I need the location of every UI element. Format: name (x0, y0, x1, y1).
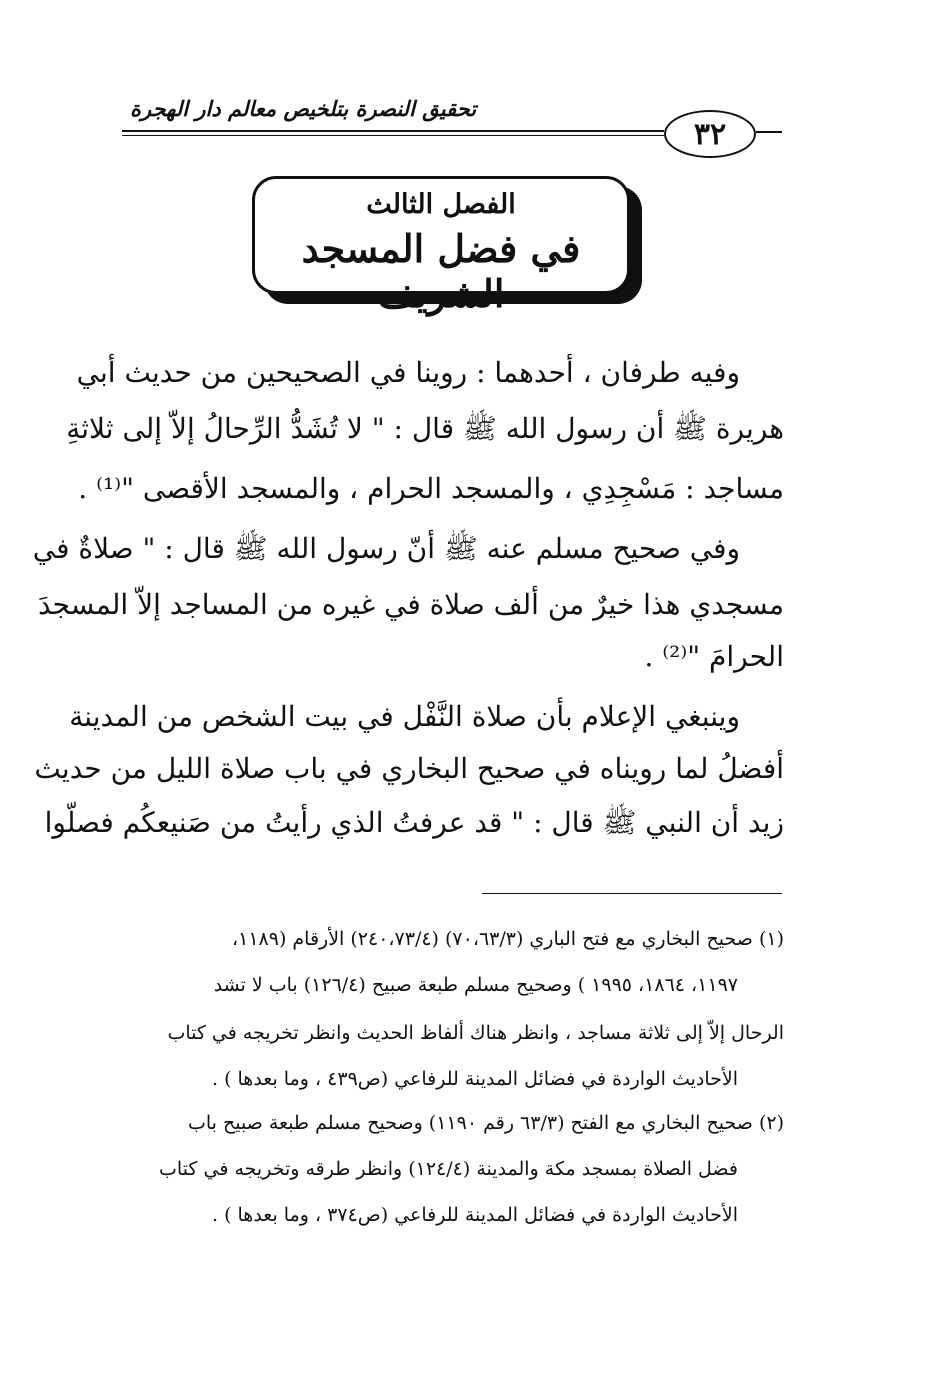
body-line: مساجد : مَسْجِدِي ، والمسجد الحرام ، والمسجد الأقصى "⁽¹⁾ . (78, 472, 784, 505)
body-line: أفضلُ لما رويناه في صحيح البخاري في باب صلاة الليل من حديث (34, 752, 784, 785)
body-line: وفيه طرفان ، أحدهما : روينا في الصحيحين من حديث أبي (76, 356, 740, 389)
footnote-line: الأحاديث الواردة في فضائل المدينة للرفاعي (ص٣٧٤ ، وما بعدها ) . (211, 1204, 738, 1226)
header-rule-end (756, 131, 782, 133)
body-line: هريرة ﷺ أن رسول الله ﷺ قال : " لا تُشَدُّ الرِّحالُ إلاّ إلى ثلاثةِ (66, 412, 784, 445)
running-title: تحقيق النصرة بتلخيص معالم دار الهجرة (130, 96, 477, 121)
footnote-separator (482, 893, 782, 894)
chapter-label: الفصل الثالث (366, 189, 516, 220)
body-line: مسجدي هذا خيرٌ من ألف صلاة في غيره من المساجد إلاّ المسجدَ (37, 588, 784, 621)
footnote-line: الرحال إلاّ إلى ثلاثة مساجد ، وانظر هناك ألفاظ الحديث وانظر تخريجه في كتاب (167, 1022, 784, 1044)
body-line: وينبغي الإعلام بأن صلاة النَّفْل في بيت الشخص من المدينة (69, 700, 740, 733)
footnote-line: (١) صحيح البخاري مع فتح الباري (٧٠،٦٣/٣) (٢٤٠،٧٣/٤) الأرقام (١١٨٩، (231, 928, 784, 950)
footnote-line: ١١٩٧، ١٨٦٤، ١٩٩٥ ) وصحيح مسلم طبعة صبيح (١٢٦/٤) باب لا تشد (213, 974, 738, 996)
body-line: زيد أن النبي ﷺ قال : " قد عرفتُ الذي رأيتُ من صَنيعكُم فصلّوا (44, 806, 784, 839)
chapter-title: في فضل المسجد الشريف (301, 226, 581, 316)
footnote-line: فضل الصلاة بمسجد مكة والمدينة (١٢٤/٤) وانظر طرقه وتخريجه في كتاب (159, 1158, 738, 1180)
page-number: ٣٢ (664, 110, 756, 158)
body-line: وفي صحيح مسلم عنه ﷺ أنّ رسول الله ﷺ قال : " صلاةٌ في (32, 532, 740, 565)
body-line: الحرامَ "⁽²⁾ . (644, 640, 784, 673)
chapter-title-box (252, 176, 630, 316)
footnote-line: الأحاديث الواردة في فضائل المدينة للرفاعي (ص٤٣٩ ، وما بعدها ) . (211, 1068, 738, 1090)
header-rule (122, 130, 664, 136)
footnote-line: (٢) صحيح البخاري مع الفتح (٦٣/٣ رقم ١١٩٠) وصحيح مسلم طبعة صبيح باب (187, 1112, 784, 1134)
